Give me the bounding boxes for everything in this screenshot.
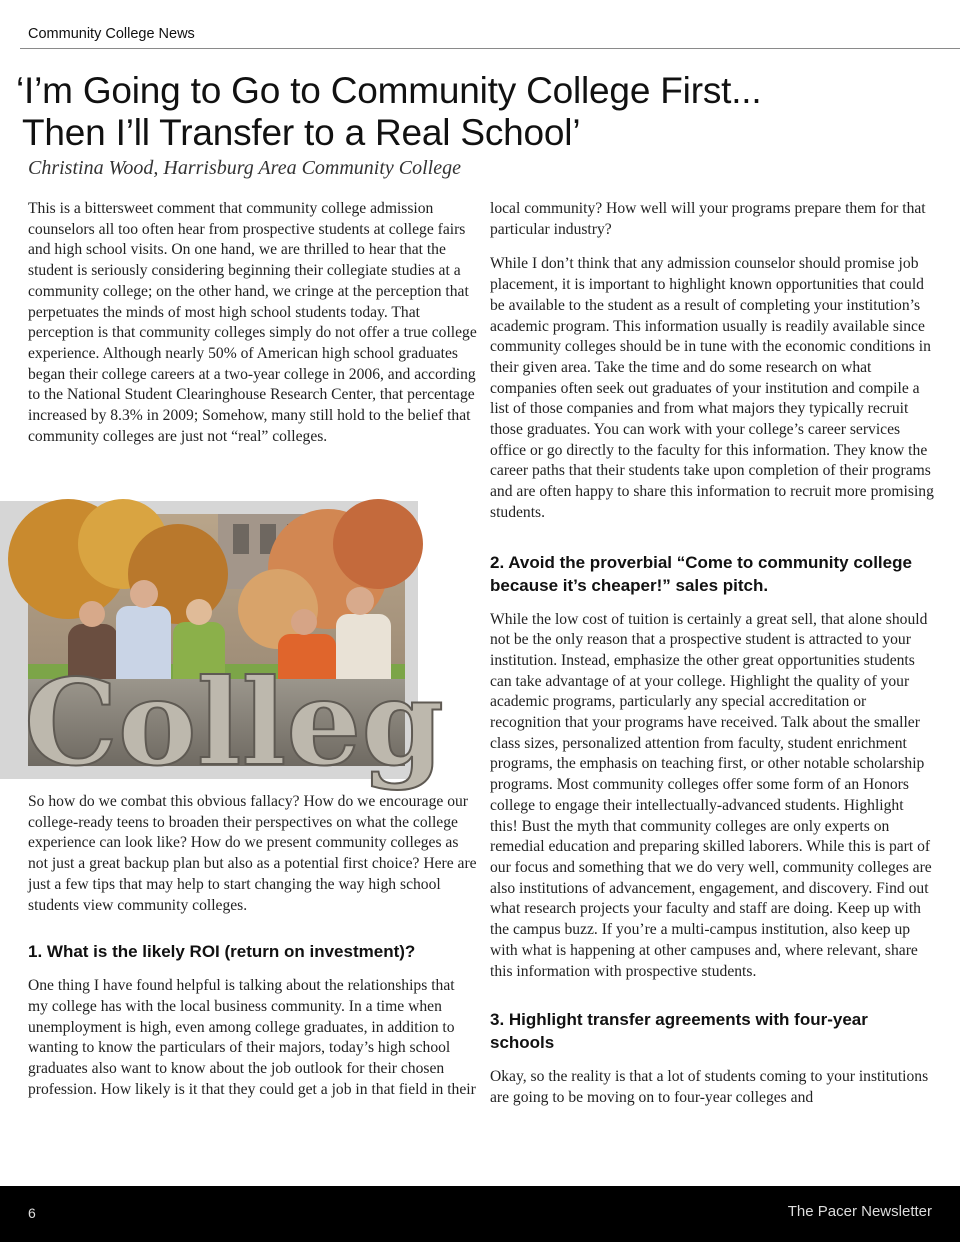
article-title (16, 70, 946, 154)
publication-name: The Pacer Newsletter (787, 1203, 932, 1220)
sign-text: Colleg (24, 653, 444, 792)
roi-paragraph: One thing I have found helpful is talking about the relationships that my college has with the local business community. In a time when unemployment is high, even among college graduates, in addition to wanting to know the particulars of their majors, today’s high school graduates also want to know about the job outlook for their chosen profession. How likely is it that they could get a job in that field in their (28, 977, 476, 1098)
intro-paragraph: This is a bittersweet comment that community college admission counselors all too often hear from prospective students at college fairs and high school visits. On one hand, we are thrilled to hear that the student is seriously considering beginning their collegiate studies at a community college; on the other hand, we cringe at the perception that perpetuates the minds of most high school students today. That perception is that community colleges simply do not offer a true college experience. Although nearly 50% of American high school graduates began their college careers at a two-year college in 2006, and according to the National Student Clearinghouse Research Center, that percentage increased by 8.3% in 2009; Somehow, many still hold to the belief that community colleges are just not “real” colleges. (28, 200, 477, 445)
placement-paragraph: While I don’t think that any admission counselor should promise job placement, it is important to highlight known opportunities that could be available to the student as a result of completing your institution’s academic program. This information usually is readily available since community colleges should be in tune with the economic conditions in their given area. Take the time and do some research on what companies often seek out graduates of your institution and compile a list of those companies and from what majors they typically recruit those graduates. You can work with your college’s career services office or go directly to the faculty for this information. They know the career paths that their students take upon completion of their programs and are often happy to share this information to recruit more promising students. (490, 255, 934, 521)
photo-frame (0, 501, 444, 792)
section-label: Community College News (28, 26, 195, 42)
left-column-top (28, 199, 478, 447)
page-number: 6 (28, 1205, 36, 1221)
title-line-1: ‘I’m Going to Go to Community College First... (16, 70, 762, 111)
title-line-2: Then I’ll Transfer to a Real School’ (22, 112, 581, 153)
header-rule (20, 48, 960, 49)
right-column (490, 199, 935, 1109)
transfer-paragraph: Okay, so the reality is that a lot of students coming to your institutions are going to be moving on to four-year colleges and (490, 1068, 929, 1106)
heading-cheaper: 2. Avoid the proverbial “Come to community college because it’s cheaper!” sales pitch. (490, 552, 912, 595)
page-footer (0, 1186, 960, 1242)
heading-roi: 1. What is the likely ROI (return on investment)? (28, 942, 416, 962)
left-column-bottom (28, 792, 478, 1100)
cheaper-paragraph: While the low cost of tuition is certainly a great sell, that alone should not be the only reason that a prospective student is attracted to your institution. Instead, emphasize the other great opportunities students can take advantage of at your college. Highlight the quality of your academic programs, particularly any special accreditation or recognition that your programs have received. Talk about the smaller class sizes, personalized attention from faculty, student enrichment programs, the emphasis on teaching first, or other notable scholarship programs. Most community colleges offer some form of an Honors college to engage their intellectually-advanced students. Highlight this! Bust the myth that community colleges are only experts on remedial education and preparing skilled laborers. While this is part of our focus and something that we do very well, community colleges are also institutions of advancement, engagement, and discovery. Find out what research projects your faculty and staff are doing. Keep up with the campus buzz. If you’re a multi-campus institution, also keep up with what is happening at other campuses and, where relevant, share this information with prospective students. (490, 610, 932, 980)
roi-paragraph-continued: local community? How well will your programs prepare them for that particular industry? (490, 200, 926, 238)
students-photo (24, 514, 444, 792)
heading-transfer: 3. Highlight transfer agreements with four-year schools (490, 1010, 868, 1053)
byline: Christina Wood, Harrisburg Area Community College (28, 157, 461, 179)
combat-paragraph: So how do we combat this obvious fallacy? How do we encourage our college-ready teens to broaden their perspectives on what the college experience can look like? How do we present community colleges as not just a great backup plan but also as a potential first choice? Here are just a few tips that may help to start changing the way high school students view community colleges. (28, 793, 477, 914)
